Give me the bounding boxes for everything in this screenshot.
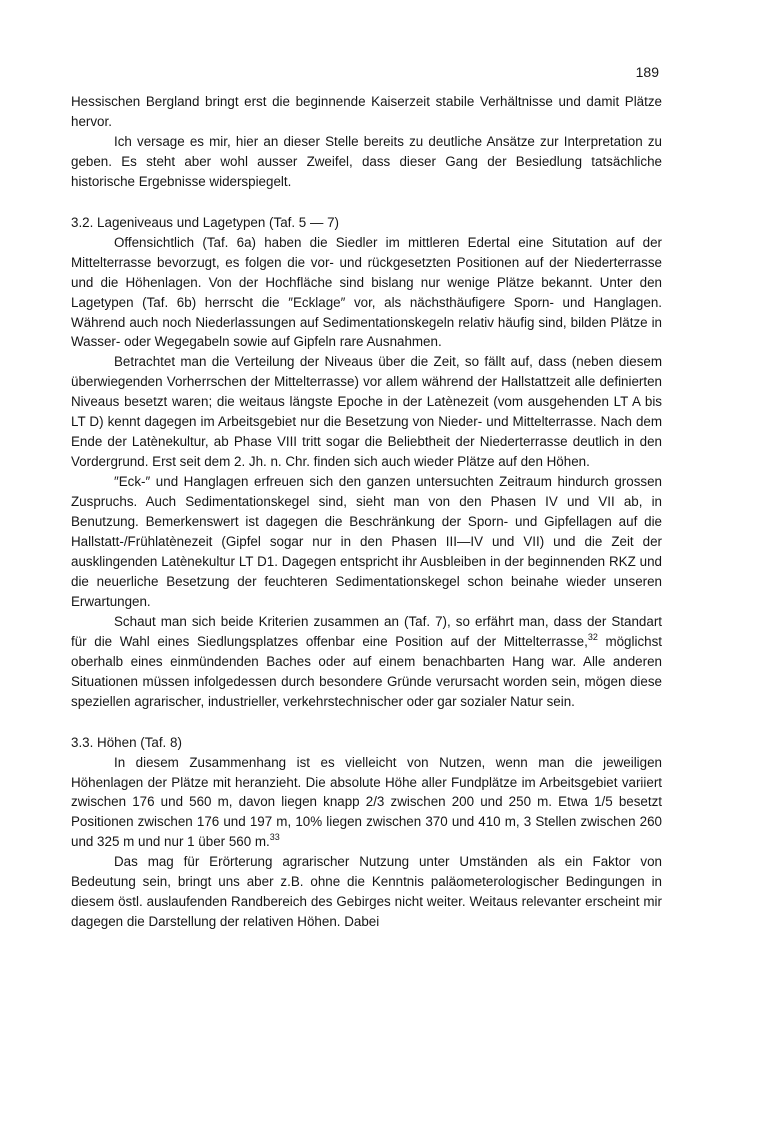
footnote-ref-33: 33 (269, 832, 280, 843)
page-number: 189 (635, 64, 659, 80)
section-gap (71, 192, 662, 213)
body-text (71, 92, 662, 932)
paragraph-niveaus: Betrachtet man die Verteilung der Niveaus über die Zeit, so fällt auf, dass (neben diesem überwiegenden Vorherrschen der Mittelterrasse) vor allem während der Hallstattzeit alle definierten Niveaus besetzt waren; die weitaus längste Epoche in der Latènezeit (vom ausgehenden LT A bis LT D) kennt dagegen im Arbeitsgebiet nur die Besetzung von Nieder- und Mittelterrasse. Nach dem Ende der Latènekultur, ab Phase VIII tritt sogar die Beliebtheit der Niederterrasse deutlich in den Vordergrund. Erst seit dem 2. Jh. n. Chr. finden sich auch wieder Plätze auf den Höhen. (71, 354, 662, 470)
footnote-ref-32: 32 (587, 631, 598, 642)
paragraph-relative-hoehen: Das mag für Erörterung agrarischer Nutzung unter Umständen als ein Faktor von Bedeutung sein, bringt uns aber z.B. ohne die Kenntnis paläometerologischer Bedingungen in diesem östl. auslaufenden Randbereich des Gebirges nicht weiter. Weitaus relevanter erscheint mir dagegen die Darstellung der relativen Höhen. Dabei (71, 854, 662, 930)
section-gap (71, 712, 662, 733)
paragraph-lagetypen: Offensichtlich (Taf. 6a) haben die Siedler im mittleren Edertal eine Situtation auf der Mittelterrasse bevorzugt, es folgen die vor- und rückgesetzten Positionen auf der Niederterrasse und die Höhenlagen. Von der Hochfläche sind bislang nur wenige Plätze bekannt. Unter den Lagetypen (Taf. 6b) herrscht die ″Ecklage″ vor, als nächsthäufigere Sporn- und Hanglagen. Während auch noch Niederlassungen auf Sedimentationskegeln relativ häufig sind, bilden Plätze in Wasser- oder Wegegabeln sowie auf Gipfeln rare Ausnahmen. (71, 234, 662, 350)
paragraph-interpretation: Ich versage es mir, hier an dieser Stelle bereits zu deutliche Ansätze zur Interpretation zu geben. Es steht aber wohl ausser Zweifel, dass dieser Gang der Besiedlung tatsächliche historische Ergebnisse widerspiegelt. (71, 133, 662, 189)
section-heading-3-2: 3.2. Lageniveaus und Lagetypen (Taf. 5 — 7) (71, 214, 339, 230)
paragraph-hoehenlagen-text: In diesem Zusammenhang ist es vielleicht von Nutzen, wenn man die jeweiligen Höhenlagen der Plätze mit heranzieht. Die absolute Höhe aller Fundplätze im Arbeitsgebiet variiert zwischen 176 und 560 m, davon liegen knapp 2/3 zwischen 200 und 250 m. Etwa 1/5 besetzt Positionen zwischen 176 und 197 m, 10% liegen zwischen 370 und 410 m, 3 Stellen zwischen 260 und 325 m und nur 1 über 560 m. (71, 754, 662, 850)
paragraph-kriterien (71, 612, 662, 712)
section-heading-3-3: 3.3. Höhen (Taf. 8) (71, 734, 182, 750)
paragraph-kriterien-text-a: Schaut man sich beide Kriterien zusammen an (Taf. 7), so erfährt man, dass der Standart für die Wahl eines Siedlungsplatzes offenbar eine Position auf der Mittelterrasse, (71, 613, 662, 649)
paragraph-ecklagen: ″Eck-″ und Hanglagen erfreuen sich den ganzen untersuchten Zeitraum hindurch grossen Zuspruchs. Auch Sedimentationskegel sind, sieht man von den Phasen IV und VII ab, in Benutzung. Bemerkenswert ist dagegen die Beschränkung der Sporn- und Gipfellagen auf die Hallstatt-/Frühlatènezeit (Gipfel sogar nur in den Phasen III—IV und VII) und die Zeit der ausklingenden Latènekultur LT D1. Dagegen entspricht ihr Ausbleiben in der beginnenden RKZ und die neuerliche Besetzung der feuchteren Sedimentationskegel schon beinahe wieder unseren Erwartungen. (71, 474, 662, 609)
paragraph-kriterien-text-b: möglichst oberhalb eines einmündenden Baches oder auf einem benachbarten Hang war. Alle anderen Situationen müssen infolgedessen durch besondere Gründe verursacht worden sein, mögen diese speziellen agrarischer, industrieller, verkehrstechnischer oder gar sozialer Natur sein. (71, 633, 662, 709)
paragraph-hoehenlagen (71, 753, 662, 853)
paragraph-continuation: Hessischen Bergland bringt erst die beginnende Kaiserzeit stabile Verhältnisse und damit Plätze hervor. (71, 94, 662, 129)
